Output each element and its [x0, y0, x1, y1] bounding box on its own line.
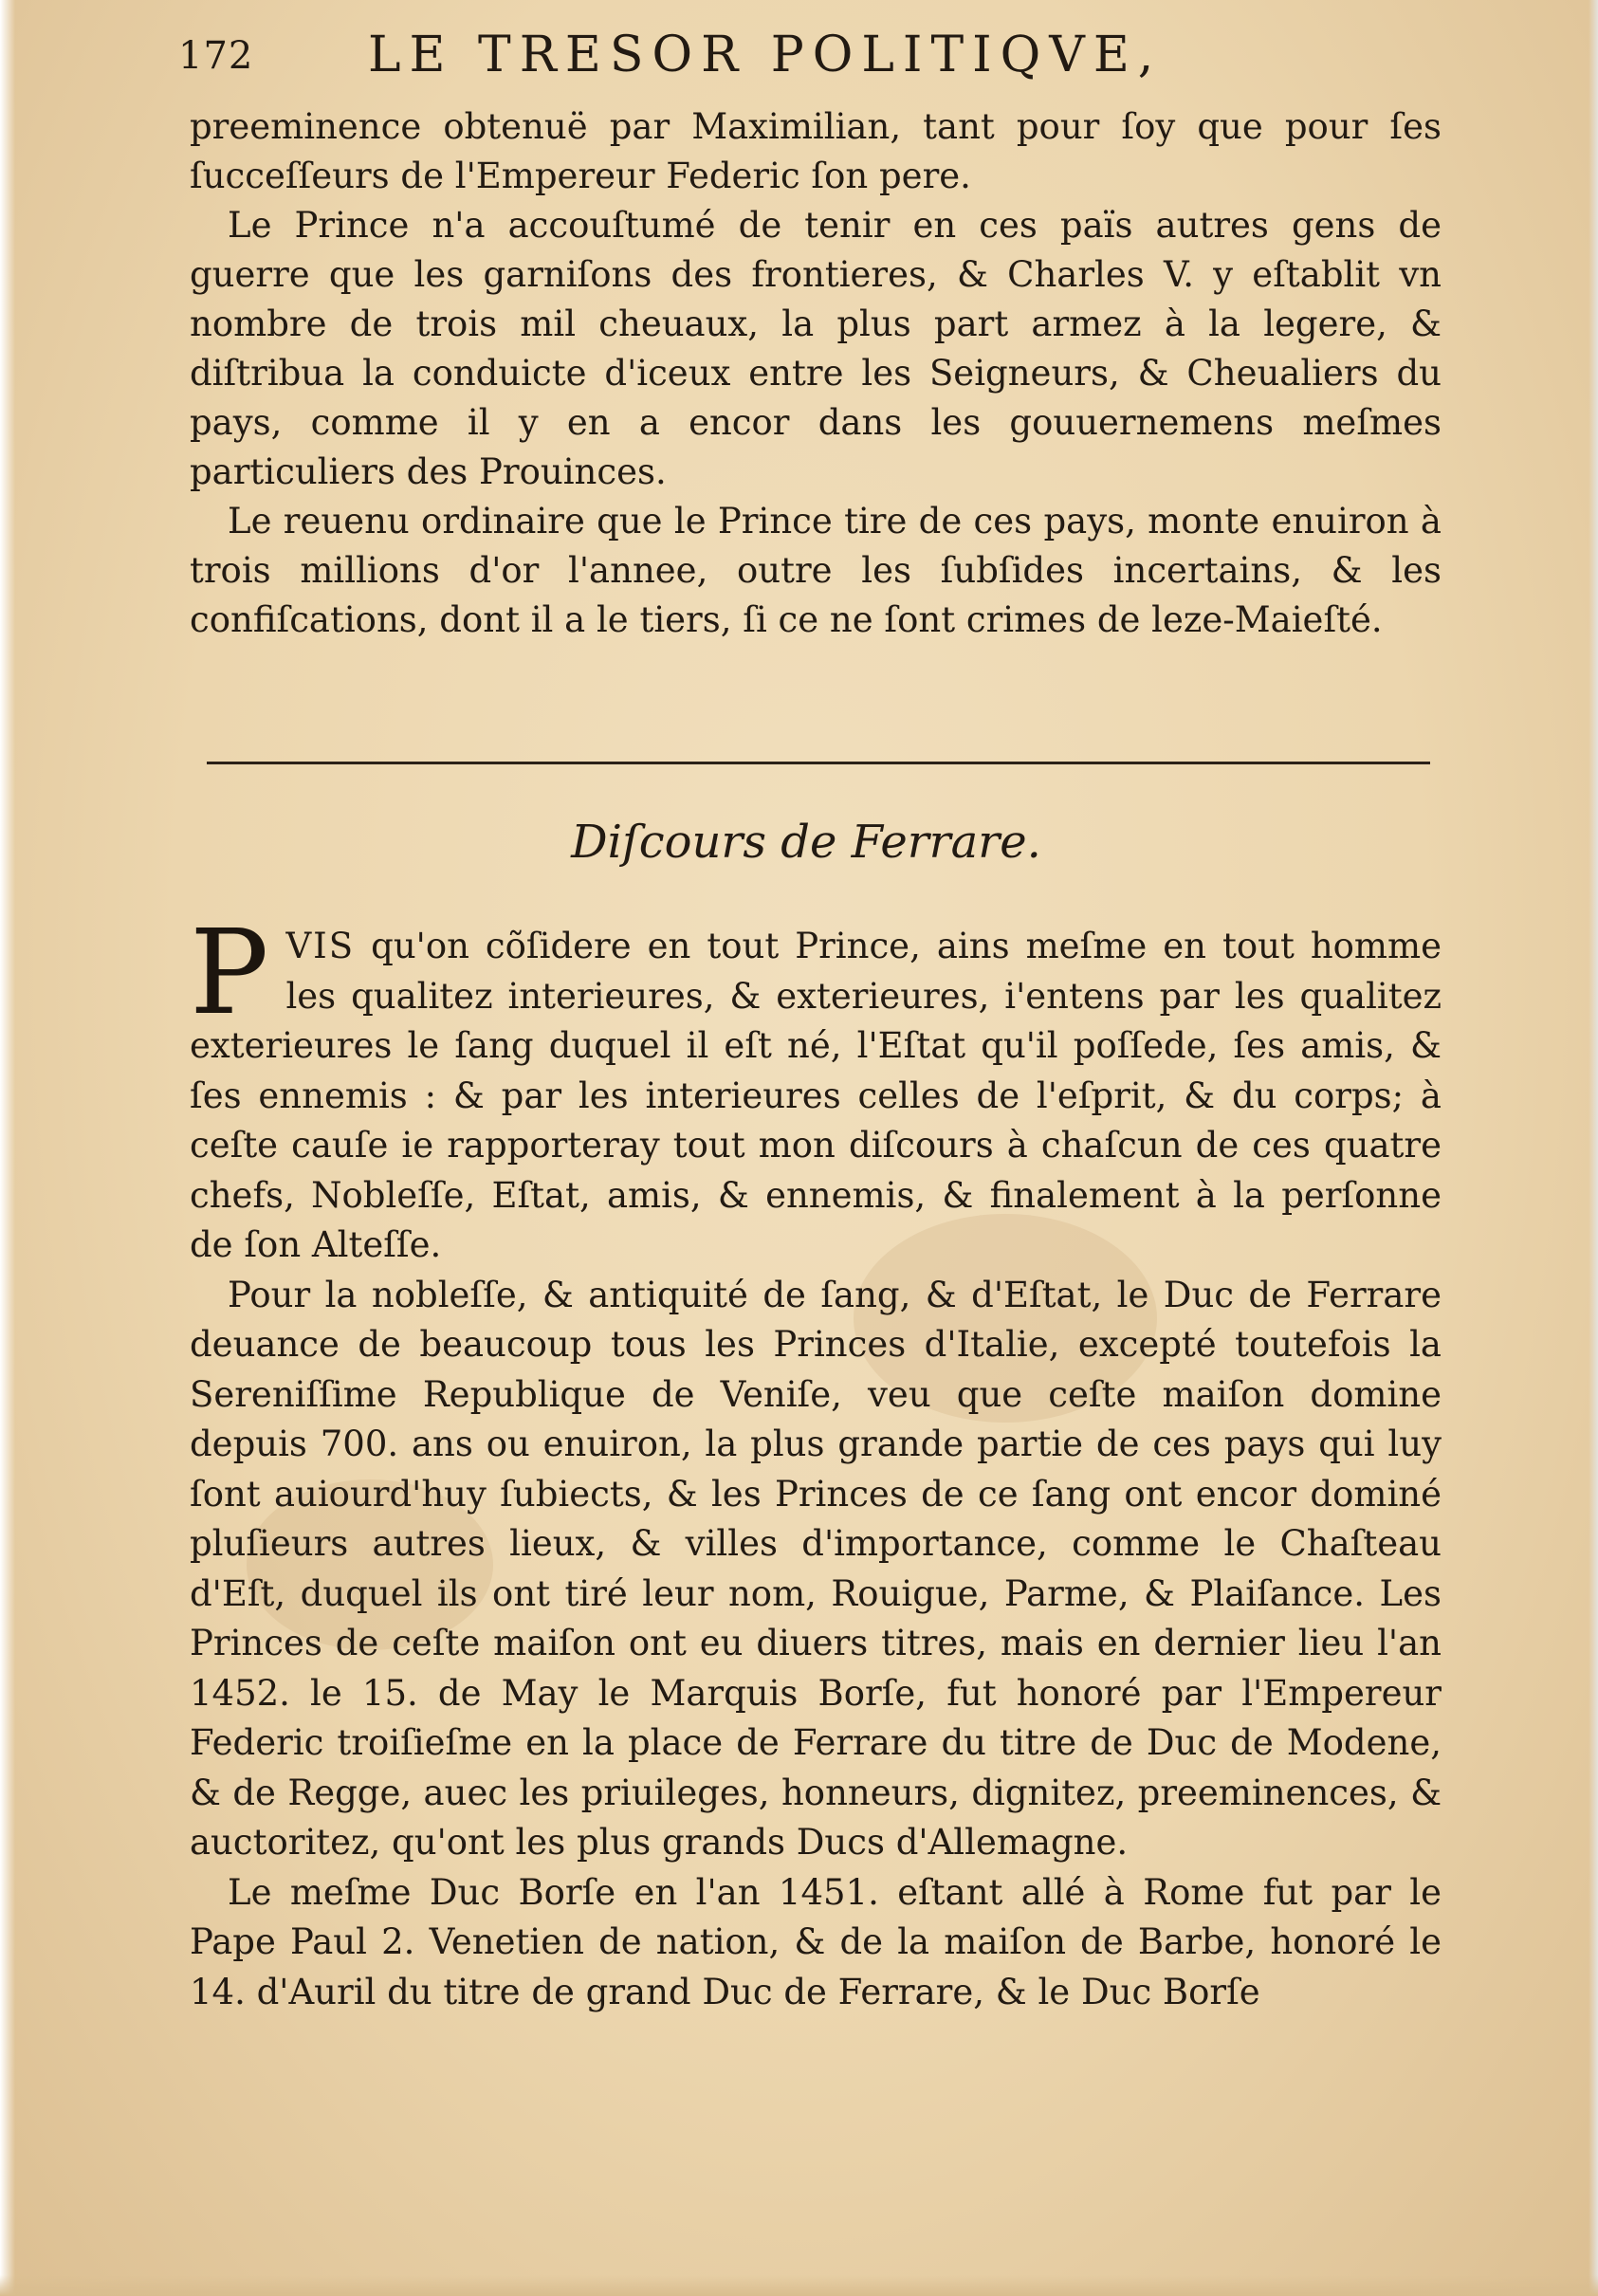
page-edge-left — [0, 0, 15, 2296]
section-2-text — [190, 905, 1442, 2017]
paragraph: Le reuenu ordinaire que le Prince tire de ces pays, monte enuiron à trois millions d'or l'annee, outre les ſubſides incertains, & les confiſcations, dont il a le tiers, ſi ce ne ſont crimes de leze-Maieſté. — [190, 501, 1442, 640]
paragraph: Pour la nobleſſe, & antiquité de ſang, & d'Eſtat, le Duc de Ferrare deuance de beaucoup tous les Princes d'Italie, excepté toutefois la Sereniſſime Republique de Veniſe, veu que ceſte maiſon domine depuis 700. ans ou enuiron, la plus grande partie de ces pays qui luy ſont auiourd'huy ſubiects, & les Princes de ce ſang ont encor dominé pluſieurs autres lieux, & villes d'importance, comme le Chaſteau d'Eſt, duquel ils ont tiré leur nom, Rouigue, Parme, & Plaiſance. Les Princes de ceſte maiſon ont eu diuers titres, mais en dernier lieu l'an 1452. le 15. de May le Marquis Borſe, fut honoré par l'Empereur Federic troiſieſme en la place de Ferrare du titre de Duc de Modene, & de Regge, auec les priuileges, honneurs, dignitez, preeminences, & auctoritez, qu'ont les plus grands Ducs d'Allemagne. — [190, 1274, 1442, 1863]
opening-word-rest: VIS — [285, 926, 356, 966]
opening-paragraph — [190, 905, 1442, 1271]
paragraph: preeminence obtenuë par Maximilian, tant pour ſoy que pour ſes ſucceſſeurs de l'Empereur Federic ſon pere. — [190, 106, 1442, 196]
drop-cap: P — [190, 905, 269, 1041]
page-number: 172 — [178, 34, 254, 78]
page-edge-right — [1589, 0, 1598, 2296]
section-heading: Diſcours de Ferrare. — [571, 816, 1041, 869]
opening-paragraph-text: qu'on cõſidere en tout Prince, ains meſme en tout homme les qualitez interieures, & exterieures, i'entens par les qualitez exterieures le ſang duquel il eſt né, l'Eſtat qu'il poſſede, ſes amis, & ſes ennemis : & par les interieures celles de l'eſprit, & du corps; à ceſte cauſe ie rapporteray tout mon diſcours à chaſcun de ces quatre chefs, Nobleſſe, Eſtat, amis, & ennemis, & finalement à la perſonne de ſon Alteſſe. — [190, 926, 1442, 1265]
running-title: LE TRESOR POLITIQVE, — [368, 27, 1163, 83]
paragraph: Le meſme Duc Borſe en l'an 1451. eſtant allé à Rome fut par le Pape Paul 2. Venetien de nation, & de la maiſon de Barbe, honoré le 14. d'Auril du titre de grand Duc de Ferrare, & le Duc Borſe — [190, 1871, 1442, 2012]
running-header — [178, 27, 1411, 93]
page-edge-bottom — [0, 2275, 1598, 2296]
section-divider-rule — [207, 762, 1430, 764]
section-1-text — [190, 102, 1442, 645]
paragraph: Le Prince n'a accouſtumé de tenir en ces païs autres gens de guerre que les garniſons des frontieres, & Charles V. y eſtablit vn nombre de trois mil cheuaux, la plus part armez à la legere, & diſtribua la conduicte d'iceux entre les Seigneurs, & Cheualiers du pays, comme il y en a encor dans les gouuernemens meſmes particuliers des Prouinces. — [190, 205, 1442, 492]
